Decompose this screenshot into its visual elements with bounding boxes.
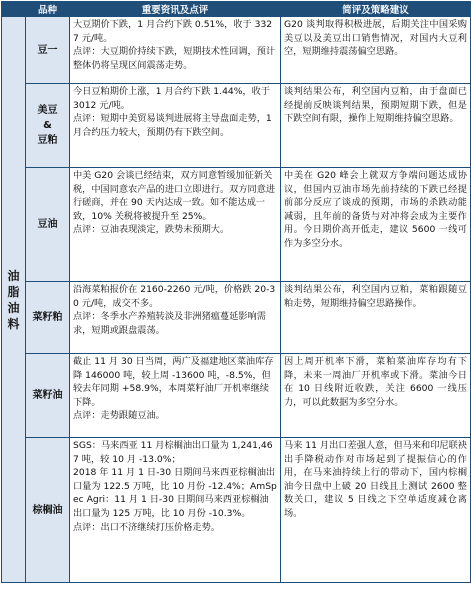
news-comment: 点评：短期中美贸易谈判进展将主导盘面走势，1 月合约压力较大，预期仍有下跌空间。: [73, 113, 272, 138]
news-cell: [70, 168, 281, 282]
category-char: 油: [7, 300, 20, 315]
news-cell: [70, 84, 281, 168]
view-cell: [281, 168, 471, 282]
news-text: 今日豆粕期价上涨，1 月合约下跌 1.44%，收于 3012 元/吨。: [73, 86, 271, 111]
product-name: 美豆 & 豆粕: [26, 84, 70, 168]
view-text: G20 谈判取得积极进展，后期关注中国采购美豆以及美豆出口销售情况，对国内大豆利空，短期维持震荡偏空思路。: [284, 19, 467, 58]
product-name: 棕榈油: [26, 438, 70, 583]
view-cell: [281, 354, 471, 438]
view-cell: [281, 282, 471, 354]
view-cell: [281, 17, 471, 84]
category-cell: [2, 17, 26, 583]
header-view: 简评及策略建议: [281, 2, 471, 17]
table-header-row: [2, 2, 471, 17]
header-variety: 品种: [26, 2, 70, 17]
table-row: [2, 168, 471, 282]
oils-oilseeds-table: [1, 1, 471, 583]
header-blank-cell: [2, 2, 26, 17]
product-name: 菜籽粕: [26, 282, 70, 354]
view-cell: [281, 84, 471, 168]
table-row: [2, 438, 471, 583]
table-row: [2, 84, 471, 168]
category-char: 脂: [7, 284, 20, 299]
view-text: 马来 11 月出口差强人意，但马来和印尼联袂出手降税动作对市场起到了提振信心的作用，在马来油持续上行的带动下，国内棕榈油今日盘中上破 20 日线且上测试 2600 整数关口，建议 5 日线之下空单适度减仓离场。: [284, 440, 467, 519]
table-row: [2, 282, 471, 354]
category-char: 油: [7, 268, 20, 283]
news-text: SGS：马来西亚 11 月棕榈油出口量为 1,241,467 吨，较 10 月 -13.0%；: [73, 440, 273, 465]
product-name: 豆油: [26, 168, 70, 282]
news-cell: [70, 17, 281, 84]
table-row: [2, 354, 471, 438]
header-news: 重要资讯及点评: [70, 2, 281, 17]
news-comment: 点评：大豆期价持续下跌，短期技术性回调，预计整体仍将呈现区间震荡走势。: [73, 46, 276, 71]
table-row: [2, 17, 471, 84]
news-cell: [70, 282, 281, 354]
view-text: 谈判结果公布，利空国内豆粕，由于盘面已经提前反映谈判结果，预期短期下跌，但是下跌空间有限，操作上短期维持偏空思路。: [284, 86, 467, 125]
view-text: 谈判结果公布，利空国内豆粕，菜粕跟随豆粕走势，短期维持偏空思路操作。: [284, 284, 467, 309]
news-text: 2018 年 11 月 1 日-30 日期间马来西亚棕榈油出口量为 122.5 万吨，比 10 月份 -12.4%；AmSpec Agri：11 月 1 日-30 日期间马来西亚棕榈油出口量为 125 万吨，比 10 月份 -10.3%。: [73, 467, 277, 519]
news-text: 沿海菜粕报价在 2160-2260 元/吨，价格跌 20-30 元/吨，成交不多。: [73, 284, 276, 309]
category-char: 料: [7, 316, 20, 331]
news-text: 中美 G20 会谈已经结束，双方同意暂缓加征新关税，中国同意农产品的进口立即进行。双方同意进行磋商，并在 90 天内达成一致。如不能达成一致，10% 关税将被提升至 25%。: [73, 170, 276, 222]
news-text: 大豆期价下跌，1 月合约下跌 0.51%，收于 3327 元/吨。: [73, 19, 273, 44]
news-text: 截止 11 月 30 日当周，两广及福建地区菜油库存降 146000 吨，较上周 -13600 吨，-8.5%，但较去年同期 +58.9%，本周菜籽油厂开机率继续下降。: [73, 356, 274, 408]
news-cell: [70, 354, 281, 438]
product-name: 豆一: [26, 17, 70, 84]
news-comment: 点评：豆油表现淡定，跌势未预期大。: [73, 224, 230, 236]
view-text: 中美在 G20 峰会上就双方争端问题达成协议，但国内豆油市场先前持续的下跌已经提前部分反应了谈成的预期，市场的杀跌动能减弱，且年前的备货与对冲将会成为主要作用。今日期价高开低走，建议 5600 一线可作为多空分水。: [284, 170, 467, 249]
news-cell: [70, 438, 281, 583]
product-name: 菜籽油: [26, 354, 70, 438]
news-comment: 点评：冬季水产养殖转淡及非洲猪瘟蔓延影响需求，短期或跟盘震荡。: [73, 311, 266, 336]
view-text: 因上周开机率下滑，菜粕菜油库存均有下降，未来一周油厂开机率或下滑。菜油今日在 10 日线附近收跌，关注 6600 一线压力，可以此数据为多空分水。: [284, 356, 467, 408]
news-comment: 点评：出口不济继续打压价格走势。: [73, 521, 220, 533]
news-comment: 点评：走势跟随豆油。: [73, 410, 165, 422]
view-cell: [281, 438, 471, 583]
